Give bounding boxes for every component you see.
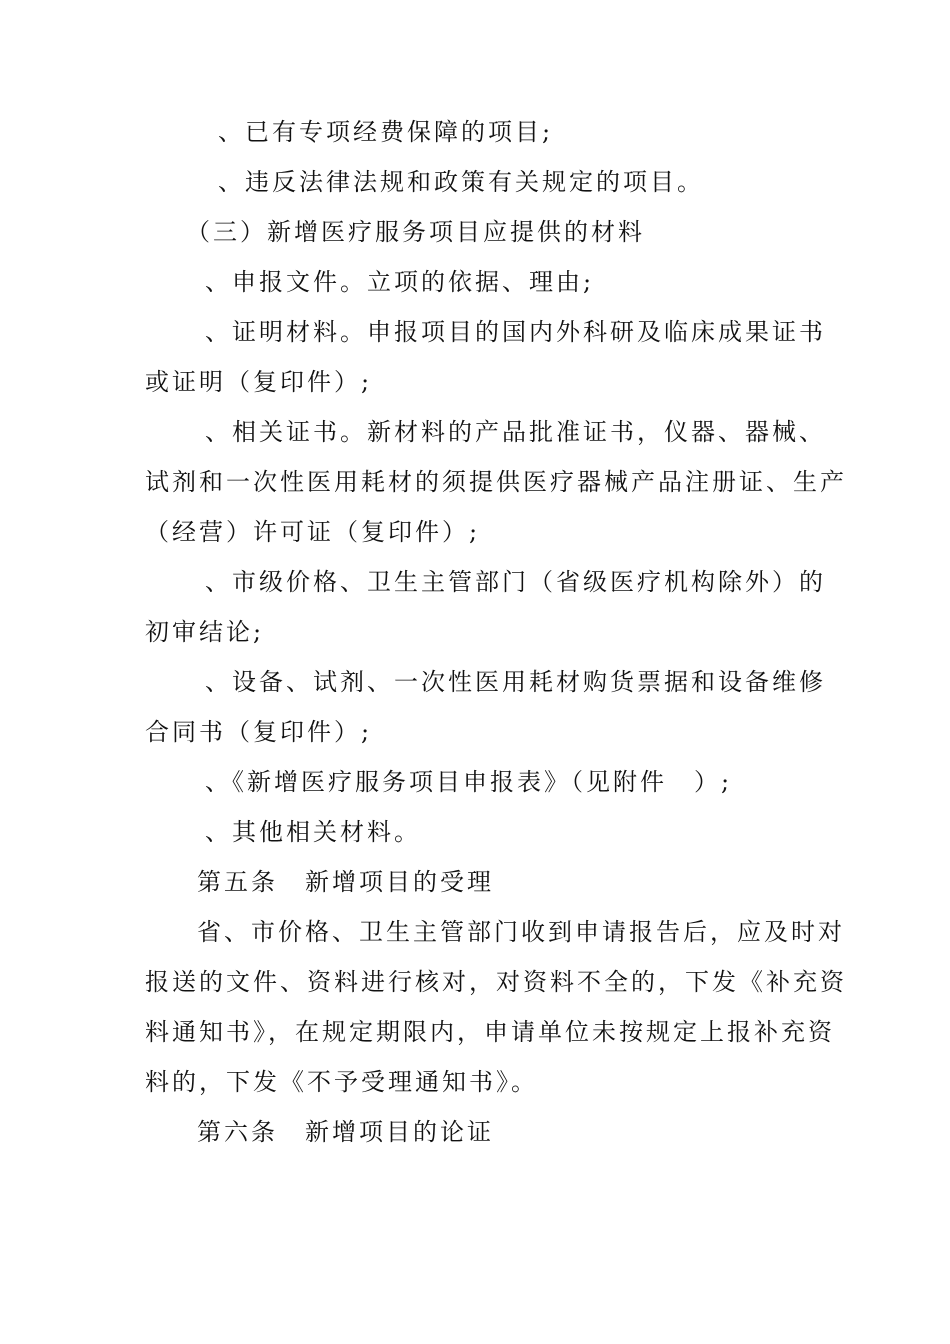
article-heading: 第六条 新增项目的论证 [197, 1118, 494, 1146]
text-line: 料通知书》，在规定期限内，申请单位未按规定上报补充资 [145, 1018, 835, 1046]
text-line: 初审结论; [145, 618, 265, 646]
text-line: 报送的文件、资料进行核对，对资料不全的，下发《补充资 [145, 968, 847, 996]
text-line: 或证明（复印件）; [145, 368, 373, 396]
text-line: 、设备、试剂、一次性医用耗材购货票据和设备维修 [205, 668, 826, 696]
text-line: 试剂和一次性医用耗材的须提供医疗器械产品注册证、生产 [145, 468, 847, 496]
text-line: 、证明材料。申报项目的国内外科研及临床成果证书 [205, 318, 826, 346]
text-line: 、《新增医疗服务项目申报表》（见附件 ）; [205, 768, 733, 796]
text-line: 、已有专项经费保障的项目; [218, 118, 554, 146]
article-heading: 第五条 新增项目的受理 [197, 868, 494, 896]
text-line: 、其他相关材料。 [205, 818, 421, 846]
text-line: 、违反法律法规和政策有关规定的项目。 [218, 168, 704, 196]
text-line: （经营）许可证（复印件）; [145, 518, 481, 546]
text-line: 合同书（复印件）; [145, 718, 373, 746]
text-line: 料的，下发《不予受理通知书》。 [145, 1068, 538, 1096]
text-line: 、申报文件。立项的依据、理由; [205, 268, 595, 296]
text-line: 、相关证书。新材料的产品批准证书，仪器、器械、 [205, 418, 826, 446]
text-line: 、市级价格、卫生主管部门（省级医疗机构除外）的 [205, 568, 826, 596]
text-line: 省、市价格、卫生主管部门收到申请报告后，应及时对 [197, 918, 845, 946]
section-heading: （三）新增医疗服务项目应提供的材料 [186, 218, 645, 246]
